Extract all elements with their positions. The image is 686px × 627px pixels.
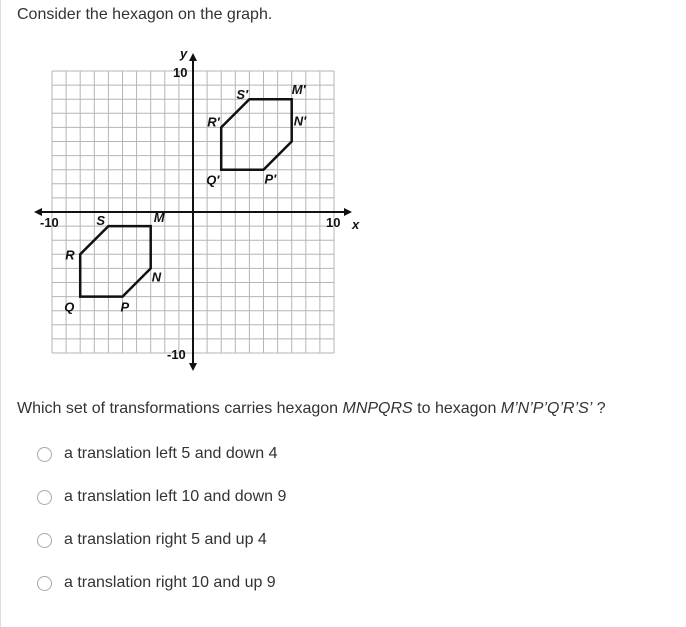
prompt-part-3: ? [592,400,606,417]
y-axis-arrow-up-icon [189,53,197,61]
answer-choice-label: a translation right 5 and up 4 [64,531,267,548]
y-axis-label: y [180,46,188,61]
axes [34,53,352,371]
prompt-part-2: to hexagon [412,400,501,417]
coordinate-graph [31,40,371,380]
radio-button-icon[interactable] [37,576,52,591]
y-max-label: 10 [173,65,188,80]
vertex-label: M′ [291,82,306,98]
radio-button-icon[interactable] [37,533,52,548]
x-axis-label: x [352,217,360,232]
radio-button-icon[interactable] [37,490,52,505]
vertex-label: N [151,269,162,285]
vertex-label: R [65,247,75,263]
answer-choice-3[interactable] [37,528,267,552]
question-intro: Consider the hexagon on the graph. [17,6,273,23]
prompt-shape-image: M’N’P’Q’R’S’ [500,400,593,417]
answer-choice-1[interactable] [37,442,277,466]
vertex-label: Q [64,299,75,315]
x-axis-arrow-right-icon [344,208,352,216]
answer-choice-label: a translation left 10 and down 9 [64,488,287,505]
hexagon-image [221,99,292,170]
prompt-part-1: Which set of transformations carries hexagon [17,400,343,417]
vertex-label: R′ [207,114,220,130]
prompt-shape-original: MNPQRS [342,400,413,417]
vertex-label: N′ [293,113,307,129]
hexagon-mnpqrs [80,226,151,297]
graph-labels [40,46,360,362]
vertex-label: Q′ [206,172,220,188]
y-min-label: -10 [167,347,186,362]
x-max-label: 10 [326,215,341,230]
vertex-label: P [120,299,130,315]
question-prompt [17,400,606,418]
radio-button-icon[interactable] [37,447,52,462]
answer-choice-label: a translation right 10 and up 9 [64,574,276,591]
answer-choice-2[interactable] [37,485,286,509]
answer-choice-4[interactable] [37,571,276,595]
vertex-label: M [153,210,165,226]
vertex-label: S [96,213,106,229]
y-axis-arrow-down-icon [189,363,197,371]
answer-choice-label: a translation left 5 and down 4 [64,445,278,462]
vertex-label: P′ [264,171,277,187]
vertex-label: S′ [236,87,249,103]
x-min-label: -10 [40,215,59,230]
